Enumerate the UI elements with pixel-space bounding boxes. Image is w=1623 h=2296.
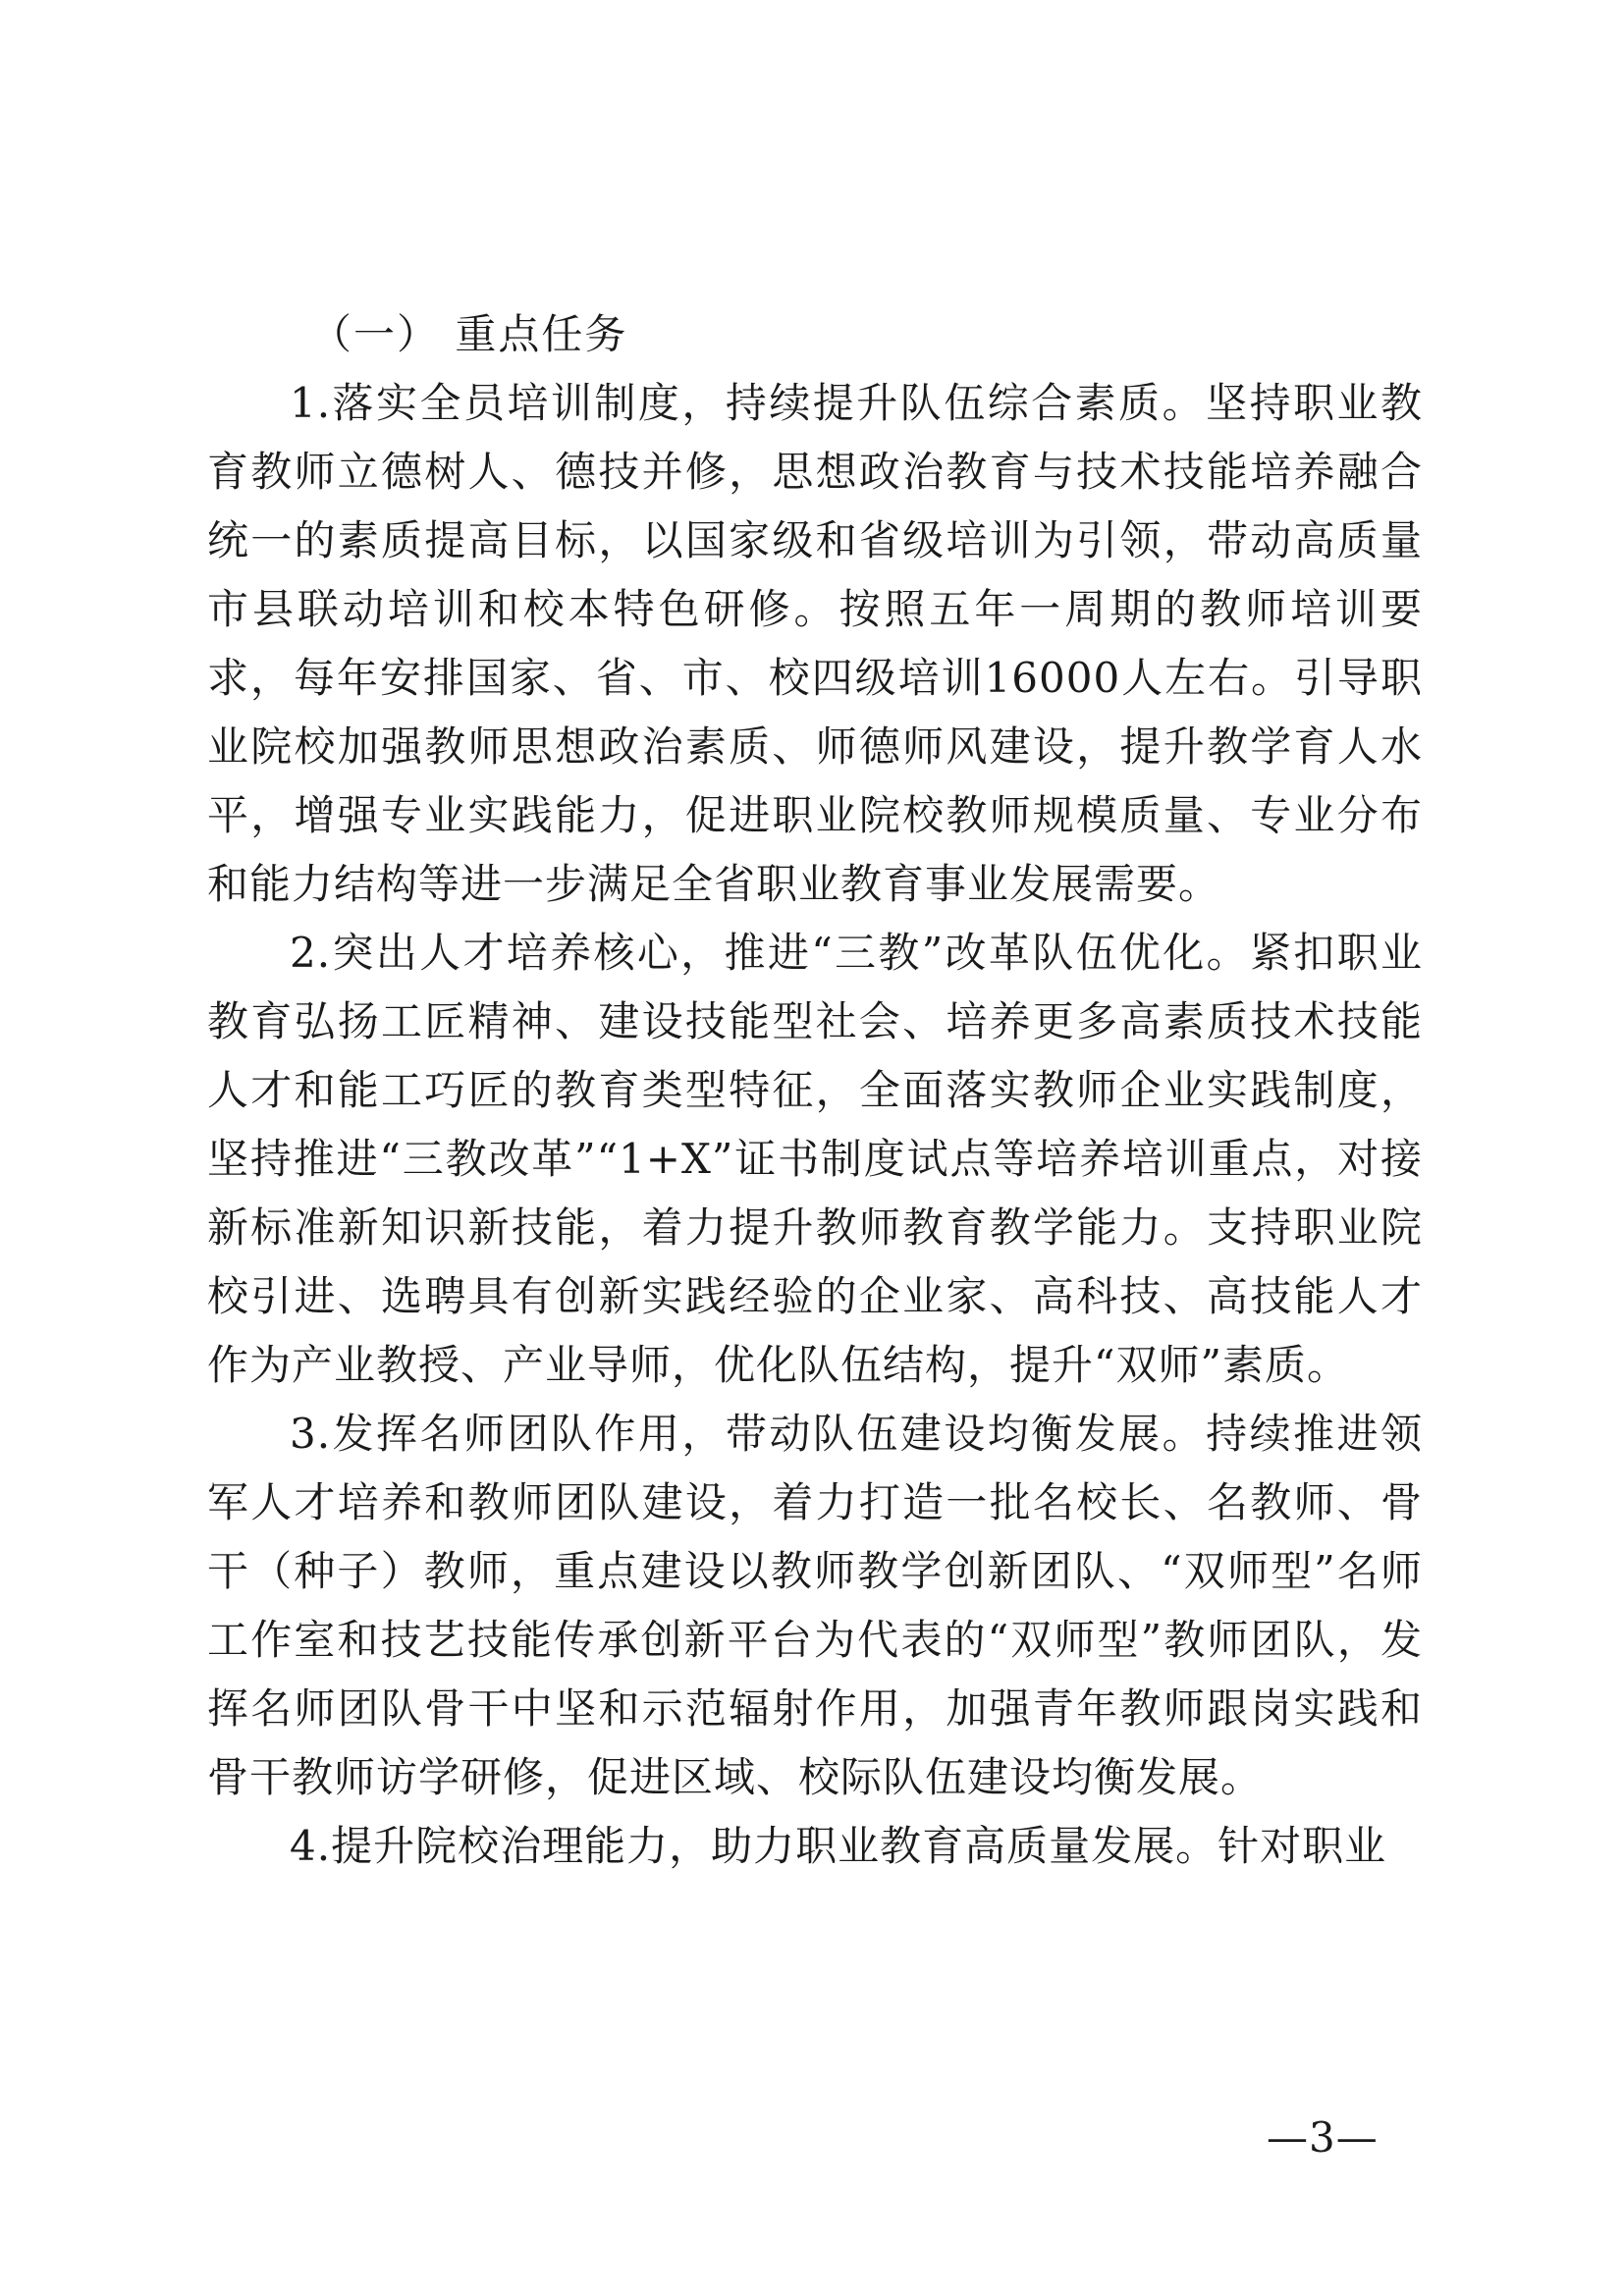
paragraph-4: 4.提升院校治理能力，助力职业教育高质量发展。针对职业 [290,1822,1387,1870]
page-number: —3— [1267,2113,1379,2162]
paragraph-3: 3.发挥名师团队作用，带动队伍建设均衡发展。持续推进领军人才培养和教师团队建设，着力打造一批名校长、名教师、骨干（种子）教师，重点建设以教师教学创新团队、“双师型”名师工作室和技艺技能传承创新平台为代表的“双师型”教师团队，发挥名师团队骨干中坚和示范辐射作用，加强青年教师跟岗实践和骨干教师访学研修，促进区域、校际队伍建设均衡发展。 [207,1410,1423,1801]
paragraph-2: 2.突出人才培养核心，推进“三教”改革队伍优化。紧扣职业教育弘扬工匠精神、建设技能型社会、培养更多高素质技术技能人才和能工巧匠的教育类型特征，全面落实教师企业实践制度，坚持推进“三教改革”“1+X”证书制度试点等培养培训重点，对接新标准新知识新技能，着力提升教师教育教学能力。支持职业院校引进、选聘具有创新实践经验的企业家、高科技、高技能人才作为产业教授、产业导师，优化队伍结构，提升“双师”素质。 [207,929,1423,1389]
document-body [207,300,1423,1881]
section-heading: （一） 重点任务 [310,310,628,358]
paragraph-1: 1.落实全员培训制度，持续提升队伍综合素质。坚持职业教育教师立德树人、德技并修，思想政治教育与技术技能培养融合统一的素质提高目标，以国家级和省级培训为引领，带动高质量市县联动培训和校本特色研修。按照五年一周期的教师培训要求，每年安排国家、省、市、校四级培训16000人左右。引导职业院校加强教师思想政治素质、师德师风建设，提升教学育人水平，增强专业实践能力，促进职业院校教师规模质量、专业分布和能力结构等进一步满足全省职业教育事业发展需要。 [207,379,1423,908]
